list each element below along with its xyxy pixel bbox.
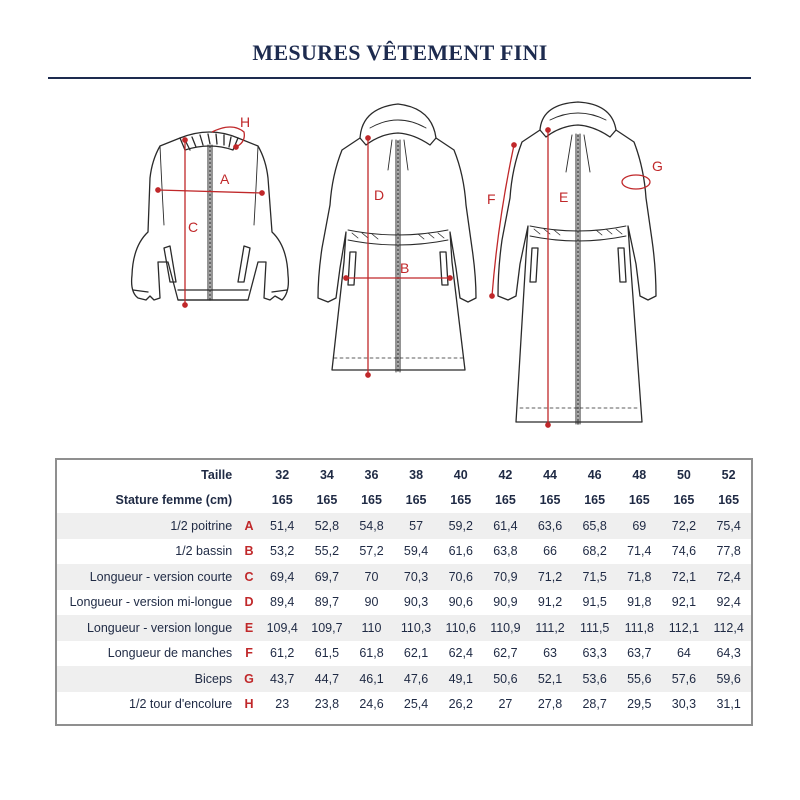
measurement-value: 27 <box>498 697 513 712</box>
measurement-value: 62,4 <box>448 646 473 661</box>
stature-label: Stature femme (cm) <box>115 493 233 508</box>
measurement-label: Longueur de manches <box>107 646 233 661</box>
measurement-value: 70,3 <box>394 564 439 590</box>
label-a: A <box>220 171 230 187</box>
measurement-value: 64 <box>676 646 691 661</box>
size-value: 48 <box>632 467 647 482</box>
measurement-value: 71,5 <box>572 564 617 590</box>
measurement-value: 23,8 <box>314 697 340 712</box>
measurement-row <box>57 641 751 667</box>
measurement-value: 30,3 <box>671 697 697 712</box>
measurement-value: 90 <box>364 595 379 610</box>
measurement-value: 111,5 <box>572 615 617 641</box>
measurement-label: 1/2 tour d'encolure <box>129 697 233 712</box>
stature-value: 165 <box>539 493 561 508</box>
measurement-label: 1/2 bassin <box>175 544 233 559</box>
measurement-row <box>57 590 751 616</box>
measurement-value: 25,4 <box>403 697 429 712</box>
measurement-value: 63 <box>543 646 557 661</box>
measurement-row <box>57 564 751 590</box>
measurement-value: 77,8 <box>716 544 741 559</box>
measurement-value: 71,8 <box>617 564 662 590</box>
measurement-value: 91,5 <box>582 595 607 610</box>
measurement-letter: G <box>238 666 260 692</box>
measurement-letter: F <box>245 646 253 661</box>
measurement-value: 62,7 <box>493 646 518 661</box>
measurement-value: 63,7 <box>627 646 652 661</box>
measurement-value: 70,9 <box>483 564 528 590</box>
measurement-value: 110 <box>349 615 394 641</box>
stature-value: 165 <box>584 493 606 508</box>
measurement-label: Biceps <box>57 666 238 692</box>
measurement-value: 52,1 <box>528 666 573 692</box>
measurement-value: 71,4 <box>627 544 652 559</box>
size-header-label: Taille <box>201 467 233 482</box>
measurement-value: 61,6 <box>448 544 473 559</box>
size-value: 34 <box>319 467 334 482</box>
measurement-value: 69,4 <box>260 564 305 590</box>
measurement-value: 65,8 <box>572 513 617 539</box>
measurement-row <box>57 513 751 539</box>
measurement-value: 110,3 <box>394 615 439 641</box>
measurement-value: 63,6 <box>528 513 573 539</box>
stature-value: 165 <box>271 493 293 508</box>
measurement-value: 49,1 <box>438 666 483 692</box>
measurement-letter: H <box>244 697 254 712</box>
size-value: 46 <box>587 467 602 482</box>
measurement-letter: D <box>244 595 254 610</box>
measurement-label: Longueur - version courte <box>57 564 238 590</box>
measurement-value: 23 <box>275 697 290 712</box>
measurement-value: 27,8 <box>537 697 563 712</box>
measurement-value: 72,4 <box>706 564 751 590</box>
stature-value: 165 <box>494 493 516 508</box>
measurement-value: 111,8 <box>617 615 662 641</box>
label-b: B <box>400 260 410 276</box>
measurement-letter: A <box>238 513 260 539</box>
size-value: 52 <box>721 467 736 482</box>
measurement-value: 51,4 <box>260 513 305 539</box>
measurement-row <box>57 692 751 718</box>
measurement-value: 74,6 <box>671 544 697 559</box>
measurement-value: 66 <box>543 544 557 559</box>
measurement-value: 50,6 <box>483 666 528 692</box>
size-value: 32 <box>275 467 290 482</box>
measurement-row <box>57 539 751 565</box>
measurement-value: 47,6 <box>394 666 439 692</box>
measurement-value: 90,3 <box>403 595 429 610</box>
measurement-value: 24,6 <box>359 697 384 712</box>
measurement-value: 53,6 <box>572 666 617 692</box>
measurement-value: 61,2 <box>270 646 295 661</box>
measurement-value: 110,6 <box>438 615 483 641</box>
measurement-letters <box>188 114 663 276</box>
measurement-value: 72,2 <box>662 513 707 539</box>
measurement-value: 92,4 <box>716 595 741 610</box>
label-e: E <box>559 189 569 205</box>
measurement-value: 69 <box>617 513 662 539</box>
label-d: D <box>374 187 385 203</box>
size-value: 36 <box>364 467 379 482</box>
measurement-value: 59,6 <box>706 666 751 692</box>
measurement-value: 29,5 <box>627 697 652 712</box>
measurement-value: 44,7 <box>305 666 350 692</box>
measurement-value: 62,1 <box>403 646 429 661</box>
measurement-value: 59,4 <box>403 544 429 559</box>
measurement-value: 31,1 <box>716 697 741 712</box>
size-value: 38 <box>409 467 424 482</box>
stature-value: 165 <box>628 493 650 508</box>
measurement-value: 64,3 <box>716 646 741 661</box>
measurement-value: 53,2 <box>270 544 295 559</box>
measurement-label: Longueur - version mi-longue <box>69 595 233 610</box>
measurement-value: 26,2 <box>448 697 473 712</box>
measurement-value: 91,8 <box>627 595 652 610</box>
measurement-row <box>57 615 751 641</box>
title-divider <box>48 77 751 79</box>
short-jacket-drawing <box>132 132 289 300</box>
measurement-label: 1/2 poitrine <box>57 513 238 539</box>
measurement-value: 92,1 <box>671 595 697 610</box>
label-h: H <box>240 114 251 130</box>
mid-length-parka-drawing <box>318 104 476 372</box>
measurement-value: 91,2 <box>537 595 563 610</box>
size-table <box>57 462 751 717</box>
stature-value: 165 <box>450 493 472 508</box>
measurement-value: 89,7 <box>314 595 340 610</box>
measurement-value: 28,7 <box>582 697 607 712</box>
measurement-row <box>57 666 751 692</box>
measurement-letter: E <box>238 615 260 641</box>
measurement-value: 89,4 <box>270 595 295 610</box>
measurement-value: 57 <box>394 513 439 539</box>
measurement-value: 55,2 <box>314 544 340 559</box>
measurement-value: 57,6 <box>662 666 707 692</box>
measurement-value: 90,9 <box>493 595 518 610</box>
measurement-value: 61,4 <box>483 513 528 539</box>
page-title: MESURES VÊTEMENT FINI <box>252 40 548 65</box>
measurement-value: 54,8 <box>349 513 394 539</box>
size-value: 40 <box>453 467 468 482</box>
measurement-value: 70 <box>349 564 394 590</box>
stature-value: 165 <box>316 493 338 508</box>
stature-value: 165 <box>718 493 740 508</box>
measurement-value: 52,8 <box>305 513 350 539</box>
stature-value: 165 <box>673 493 695 508</box>
garment-technical-drawings <box>0 90 800 440</box>
measurement-value: 63,3 <box>582 646 607 661</box>
measurement-value: 109,7 <box>305 615 350 641</box>
measurement-value: 112,4 <box>706 615 751 641</box>
measurement-value: 68,2 <box>582 544 607 559</box>
measurement-value: 109,4 <box>260 615 305 641</box>
size-value: 44 <box>543 467 557 482</box>
label-g: G <box>652 158 663 174</box>
measurement-label: Longueur - version longue <box>57 615 238 641</box>
measurement-value: 61,5 <box>314 646 340 661</box>
stature-value: 165 <box>361 493 382 508</box>
label-f: F <box>487 191 496 207</box>
measurement-value: 43,7 <box>260 666 305 692</box>
measurement-letter: C <box>238 564 260 590</box>
measurement-value: 111,2 <box>528 615 573 641</box>
stature-row <box>57 488 751 514</box>
long-parka-drawing <box>498 102 656 424</box>
measurement-value: 70,6 <box>438 564 483 590</box>
measurement-value: 57,2 <box>359 544 384 559</box>
measurement-value: 72,1 <box>662 564 707 590</box>
size-value: 42 <box>498 467 513 482</box>
measurement-value: 112,1 <box>662 615 707 641</box>
size-value: 50 <box>676 467 691 482</box>
measurement-value: 69,7 <box>305 564 350 590</box>
measurement-value: 75,4 <box>706 513 751 539</box>
measurement-value: 46,1 <box>349 666 394 692</box>
measurement-value: 59,2 <box>438 513 483 539</box>
measurement-value: 110,9 <box>483 615 528 641</box>
measurement-value: 55,6 <box>617 666 662 692</box>
stature-value: 165 <box>405 493 427 508</box>
measurement-value: 71,2 <box>528 564 573 590</box>
measurement-letter: B <box>244 544 254 559</box>
measurement-value: 61,8 <box>359 646 384 661</box>
measurement-value: 63,8 <box>493 544 518 559</box>
measurement-value: 90,6 <box>448 595 473 610</box>
size-header-row <box>57 462 751 488</box>
label-c: C <box>188 219 199 235</box>
